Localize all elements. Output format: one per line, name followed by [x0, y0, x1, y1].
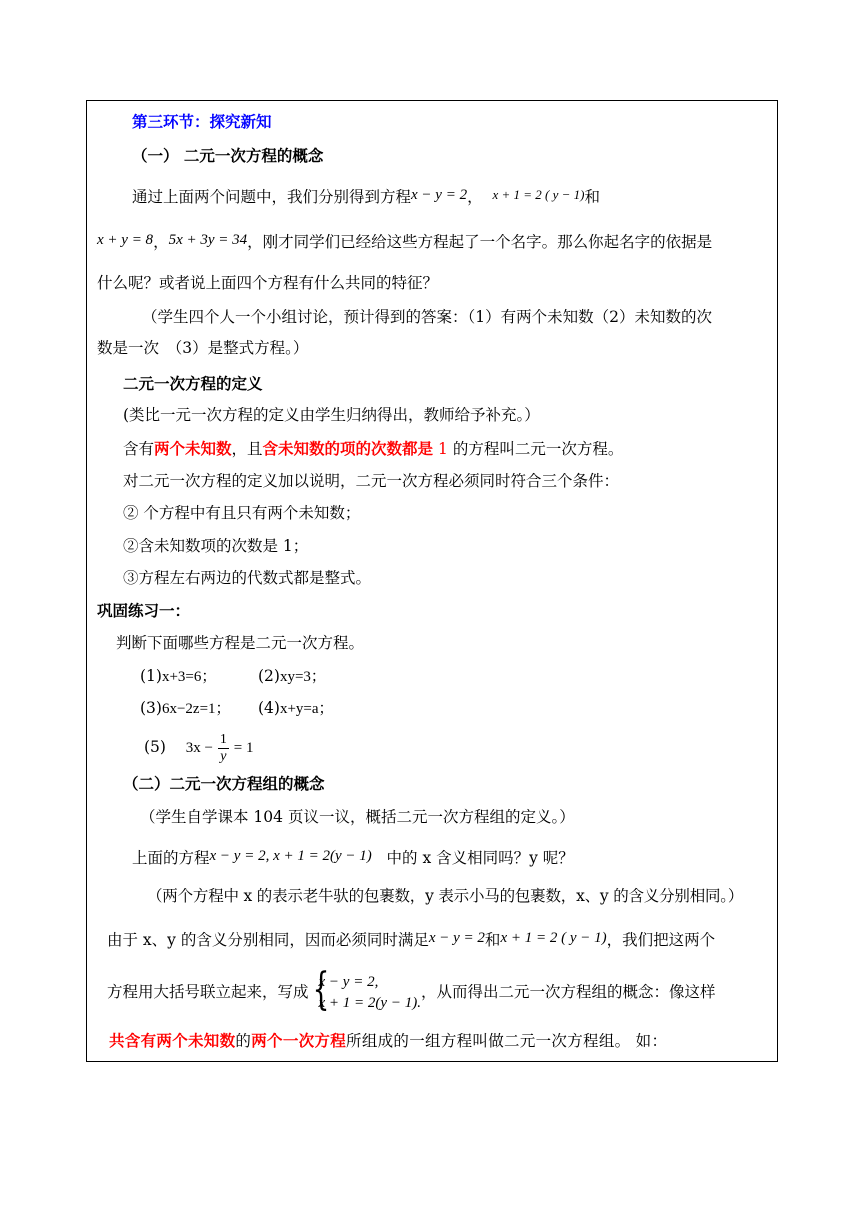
discussion-line-2: 数是一次 （3）是整式方程。）: [97, 339, 309, 357]
exercise-item-3: [140, 697, 231, 720]
item-2-text: xy=3；: [279, 669, 326, 685]
final-text-2: 所组成的一组方程叫做二元一次方程组。 如：: [346, 1032, 668, 1050]
system-equation-1: x − y = 2,: [318, 974, 379, 990]
exercise-item-4: [258, 697, 334, 720]
line-b-text-1: 方程用大括号联立起来，写成: [107, 983, 309, 1001]
line-a-text-2: ，我们把这两个: [606, 931, 716, 949]
part2-line-a: [107, 929, 715, 952]
fraction: [218, 732, 229, 765]
intro-line-2: [97, 231, 712, 254]
part2-title: （二）二元一次方程组的概念: [123, 774, 325, 793]
equation-1: x − y = 2: [411, 187, 468, 203]
fraction-numerator: 1: [219, 731, 227, 747]
separator: ，: [153, 233, 169, 251]
intro-text-a: 通过上面两个问题中，我们分别得到方程: [132, 188, 412, 206]
final-highlight-1: 共含有两个未知数: [109, 1031, 236, 1050]
item-3-number: (3): [140, 699, 162, 717]
final-highlight-2: 两个一次方程: [251, 1031, 347, 1050]
comma: ，: [467, 188, 483, 206]
def-highlight-1: 两个未知数: [154, 439, 232, 458]
definition-statement: [123, 438, 623, 460]
item-5-rhs: = 1: [233, 740, 254, 756]
definition-title: 二元一次方程的定义: [123, 374, 263, 393]
intro-line-3: 什么呢？或者说上面四个方程有什么共同的特征？: [97, 274, 439, 292]
part2-question: [132, 847, 574, 870]
def-text-2: ，且: [231, 440, 263, 458]
item-3-text: 6x−2z=1；: [161, 701, 231, 717]
def-text-3: 的方程叫二元一次方程。: [452, 440, 624, 458]
discussion-line-1: （学生四个人一个小组讨论，预计得到的答案：（1）有两个未知数（2）未知数的次: [142, 308, 712, 326]
line-a-text-1: 由于 x、y 的含义分别相同，因而必须同时满足: [107, 931, 429, 949]
and-word: 和: [584, 188, 600, 206]
line-a-and: 和: [484, 931, 501, 949]
exercise-item-5: [144, 729, 254, 766]
brace-icon: {: [312, 964, 329, 1015]
def-text-1: 含有: [123, 440, 155, 458]
item-5-lhs: 3x −: [185, 740, 213, 756]
exercise-item-1: [140, 665, 216, 688]
line-a-equation-2: x + 1 = 2 ( y − 1): [500, 930, 607, 946]
definition-note: (类比一元一次方程的定义由学生归纳得出，教师给予补充。）: [123, 406, 540, 424]
line-b-text-2: ，从而得出二元一次方程组的概念：像这样: [420, 983, 716, 1001]
system-equation-2: x + 1 = 2(y − 1).: [318, 995, 421, 1011]
condition-3: ③方程左右两边的代数式都是整式。: [123, 569, 372, 587]
question-text-b: 中的 x 含义相同吗？y 呢？: [386, 849, 574, 867]
condition-1: ② 个方程中有且只有两个未知数；: [123, 504, 361, 522]
definition-explain: 对二元一次方程的定义加以说明，二元一次方程必须同时符合三个条件：: [123, 472, 620, 490]
intro-text-b: ，刚才同学们已经给这些方程起了一个名字。那么你起名字的依据是: [247, 233, 713, 251]
line-a-equation-1: x − y = 2: [428, 930, 485, 946]
exercise-title: 巩固练习一：: [97, 601, 191, 620]
section-title: 第三环节：探究新知: [132, 112, 272, 131]
item-2-number: (2): [258, 667, 280, 685]
condition-2: ②含未知数项的次数是 1；: [123, 537, 309, 555]
final-text-1: 的: [235, 1032, 252, 1050]
question-equations: x − y = 2, x + 1 = 2(y − 1): [209, 848, 372, 864]
item-1-text: x+3=6；: [161, 669, 217, 685]
equation-2: x + 1 = 2 ( y − 1): [492, 187, 585, 202]
part2-final-line: [109, 1030, 667, 1052]
part2-note: （学生自学课本 104 页议一议，概括二元一次方程组的定义。）: [140, 808, 575, 826]
part1-title: （一） 二元一次方程的概念: [132, 146, 324, 165]
part2-line-b: [107, 964, 716, 1015]
equation-4: 5x + 3y = 34: [168, 232, 248, 248]
item-4-number: (4): [258, 699, 280, 717]
def-highlight-3: 1: [438, 440, 448, 458]
equation-system: [309, 964, 421, 1015]
fraction-denominator: y: [220, 748, 227, 764]
question-text-a: 上面的方程: [132, 849, 210, 867]
item-5-number: (5): [144, 738, 166, 756]
item-4-text: x+y=a；: [279, 701, 334, 717]
item-1-number: (1): [140, 667, 162, 685]
intro-line-1: [132, 186, 600, 209]
exercise-item-2: [258, 665, 326, 688]
part2-explain: （两个方程中 x 的表示老牛驮的包裹数，y 表示小马的包裹数，x、y 的含义分别相同。）: [147, 887, 744, 905]
equation-3: x + y = 8: [97, 232, 154, 248]
exercise-prompt: 判断下面哪些方程是二元一次方程。: [116, 634, 365, 652]
def-highlight-2: 含未知数的项的次数都是: [262, 439, 434, 458]
